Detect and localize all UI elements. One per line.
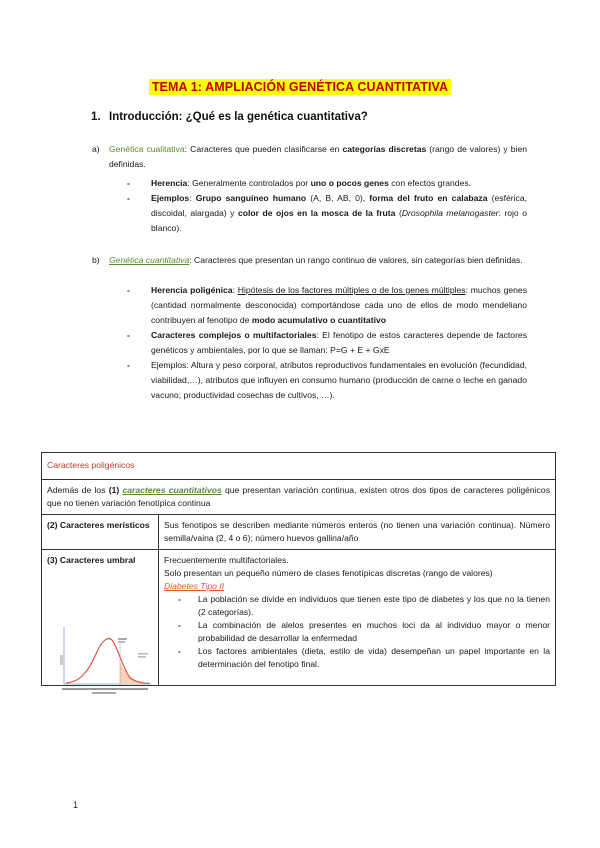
list-item — [178, 645, 550, 671]
b3-text: Ejemplos: Altura y peso corporal, atributos reproductivos fundamentales en evolución (fecundidad, viabilidad,…), atributos que influyen en consumo humano (producción de carne o leche en ganado vacuno; productividad cosechas de cultivos, …). — [151, 360, 527, 400]
ejemplos-text4: : rojo o blanco). — [151, 208, 527, 233]
dash: - — [127, 285, 130, 295]
ejemplos-label: Ejemplos — [151, 193, 190, 203]
figure-label-right — [138, 653, 148, 655]
document-title: TEMA 1: AMPLIACIÓN GENÉTICA CUANTITATIVA — [149, 79, 451, 95]
umbral-bullet-3: Los factores ambientales (dieta, estilo de vida) desempeñan un papel importante en la determinación del fenotipo final. — [198, 646, 550, 669]
a-text2: (rango de valores) y bien definidas. — [109, 144, 528, 169]
intro-term: caracteres cuantitativos — [122, 485, 222, 495]
figure-x-label-2 — [92, 692, 116, 694]
ejemplos-text3: ( — [395, 208, 402, 218]
table-intro-row — [42, 480, 556, 515]
dash: - — [127, 178, 130, 188]
item-a-text — [109, 142, 527, 172]
umbral-line2: Solo presentan un pequeño número de clases fenotípicas discretas (rango de valores) — [164, 568, 493, 578]
ejemplos-italic: Drosophila melanogaster — [401, 208, 499, 218]
term-cualitativa: Genética cualitativa — [109, 144, 185, 154]
table-intro — [42, 480, 556, 515]
dash: - — [127, 193, 130, 203]
bullet-herencia-poligenica — [127, 283, 527, 328]
page-number: 1 — [73, 800, 79, 810]
item-b-label: b) — [92, 255, 100, 265]
table-header-row — [42, 453, 556, 480]
figure-label-umbral — [118, 638, 127, 640]
row-meristicos-text: Sus fenotipos se describen mediante números enteros (no tienen una variación continua). Número semilla/vaina (2, 4 o 6); número huevos gallina/año — [159, 515, 556, 550]
dash: - — [127, 360, 130, 370]
herencia-label: Herencia — [151, 178, 188, 188]
b-text1: : Caracteres que presentan un rango continuo de valores, sin categorías bien definidas. — [189, 255, 523, 265]
dash: - — [127, 330, 130, 340]
a-bold1: categorías discretas — [342, 144, 427, 154]
section-heading-text: Introducción: ¿Qué es la genética cuantitativa? — [109, 111, 368, 123]
section-heading — [91, 111, 368, 123]
row-umbral-content — [159, 550, 556, 686]
list-item — [178, 619, 550, 645]
b1-sep: : — [232, 285, 238, 295]
item-b-subitems — [127, 283, 527, 403]
row-meristicos-label: (2) Caracteres merísticos — [42, 515, 159, 550]
ejemplos-bold1: Grupo sanguíneo humano — [195, 193, 307, 203]
list-item — [178, 593, 550, 619]
umbral-bullet-2: La combinación de alelos presentes en muchos loci da al individuo mayor o menor probabilidad de desarrollar la enfermedad — [198, 620, 550, 643]
b2-text: : El fenotipo de estos caracteres depende de factores genéticos y ambientales, por lo que se llaman: P=G + E + GxE — [151, 330, 528, 355]
herencia-bold: uno o pocos genes — [310, 178, 389, 188]
ejemplos-bold3: color de ojos en la mosca de la fruta — [237, 208, 396, 218]
ejemplos-text0: : — [189, 193, 196, 203]
herencia-text1: : Generalmente controlados por — [187, 178, 311, 188]
item-a-subitems — [127, 176, 527, 236]
ejemplos-text1: (A, B, AB, 0), — [306, 193, 370, 203]
b1-bold: modo acumulativo o cuantitativo — [251, 315, 386, 325]
table-header: Caracteres poligénicos — [42, 453, 556, 480]
threshold-curve-figure — [58, 622, 152, 697]
figure-curve — [66, 639, 150, 684]
bullet-herencia — [127, 176, 527, 191]
b1-text1: : muchos genes (cantidad normalmente desconocida) comportándose cada uno de ellos de modo mendeliano contribuyen al fenotipo de — [151, 285, 528, 325]
row-umbral-label: (3) Caracteres umbral — [42, 550, 159, 686]
ejemplos-bold2: forma del fruto en calabaza — [369, 193, 488, 203]
diabetes-subheading: Diabetes Tipo II — [164, 581, 225, 591]
a-text1: : Caracteres que pueden clasificarse en — [184, 144, 343, 154]
figure-label-right-2 — [138, 656, 146, 658]
intro2: que presentan variación continua, existen otros dos tipos de caracteres poligénicos que no tienen variación fenotípica continua — [47, 485, 550, 508]
b1-label: Herencia poligénica — [151, 285, 233, 295]
b1-underline: Hipótesis de los factores múltiples o de los genes múltiples — [237, 285, 466, 295]
title-wrap — [0, 78, 600, 96]
figure-y-label — [60, 655, 63, 665]
bullet-multifactoriales — [127, 328, 527, 358]
section-number: 1. — [91, 111, 101, 123]
figure-x-label — [62, 688, 148, 690]
dash: - — [178, 620, 181, 630]
item-a — [92, 142, 527, 172]
bullet-ejemplos-cuantitativos — [127, 358, 527, 403]
herencia-text2: con efectos grandes. — [388, 178, 472, 188]
b2-label: Caracteres complejos o multifactoriales — [151, 330, 317, 340]
item-b-text — [109, 253, 527, 268]
bullet-ejemplos — [127, 191, 527, 236]
item-b — [92, 253, 527, 268]
umbral-bullet-1: La población se divide en individuos que tienen este tipo de diabetes y los que no la tienen (2 categorías). — [198, 594, 550, 617]
term-cuantitativa: Genética cuantitativa — [109, 255, 190, 265]
dash: - — [178, 646, 181, 656]
figure-label-umbral-2 — [118, 641, 125, 643]
umbral-line1: Frecuentemente multifactoriales. — [164, 555, 289, 565]
intro-num: (1) — [108, 485, 120, 495]
table-row — [42, 515, 556, 550]
intro1: Además de los — [47, 485, 109, 495]
dash: - — [178, 594, 181, 604]
ejemplos-text2: (esférica, discoidal, alargada) y — [151, 193, 527, 218]
item-a-label: a) — [92, 144, 100, 154]
